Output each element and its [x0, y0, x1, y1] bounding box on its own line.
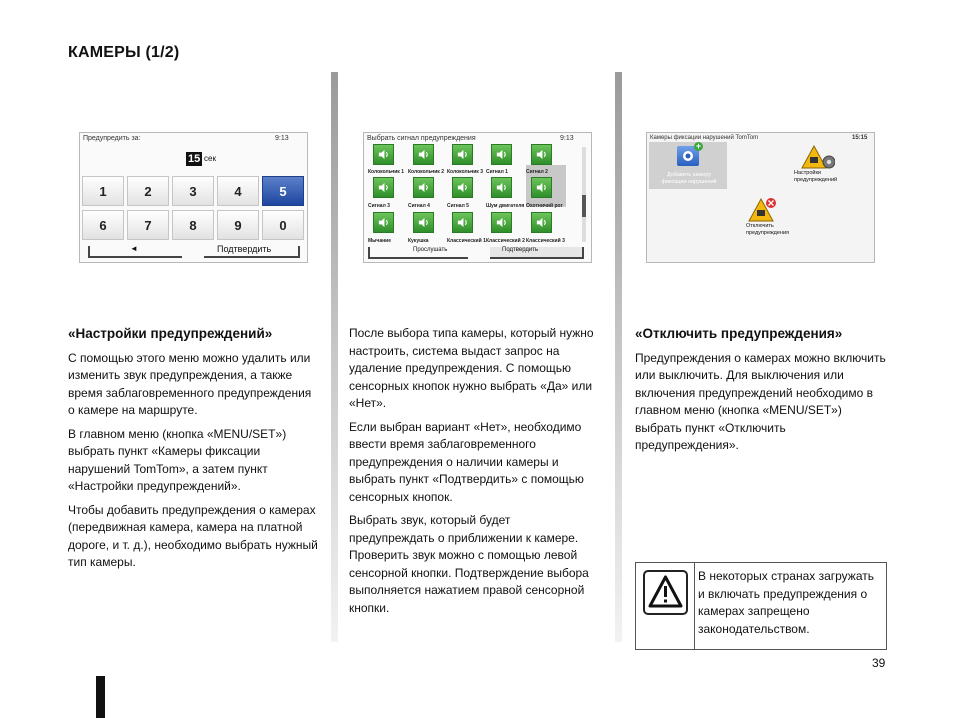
speaker-icon [377, 181, 390, 194]
confirm-button[interactable] [204, 246, 300, 258]
key-2[interactable]: 2 [127, 176, 169, 206]
back-button[interactable] [88, 246, 182, 258]
disable-alerts-label: Отключить предупреждения [746, 223, 790, 236]
column-1 [68, 325, 320, 578]
speaker-icon [456, 216, 469, 229]
sound-tile[interactable] [413, 144, 434, 165]
warning-text: В некоторых странах загружать и включать предупреждения о камерах запрещено законодательством. [698, 569, 874, 636]
sound-label: Сигнал 2 [526, 169, 548, 175]
speaker-icon [377, 216, 390, 229]
sound-label: Колокольчик 3 [447, 169, 483, 175]
back-arrow-icon: ◄ [130, 244, 138, 253]
sound-tile[interactable] [373, 177, 394, 198]
paragraph: Если выбран вариант «Нет», необходимо ввести время заблаговременного предупреждения о наличии камеры и выбрать пункт «Подтвердить» с помощью сенсорных кнопок. [349, 419, 584, 504]
column-divider [615, 72, 622, 642]
sound-tile[interactable] [491, 212, 512, 233]
sound-tile[interactable] [531, 212, 552, 233]
column-3 [635, 325, 887, 461]
speaker-icon [417, 216, 430, 229]
sound-label: Сигнал 3 [368, 203, 390, 209]
key-6[interactable]: 6 [82, 210, 124, 240]
paragraph: Предупреждения о камерах можно включить или выключить. Для выключения или включения предупреждений необходимо в главном меню (кнопка «MENU/SET») выбрать пункт «Отключить предупреждения». [635, 350, 886, 452]
sound-label: Сигнал 1 [486, 169, 508, 175]
add-camera-label: Добавить камеру фиксации нарушений [661, 172, 717, 185]
camera-icon [677, 141, 702, 166]
speaker-icon [495, 216, 508, 229]
sound-label: Классический 2 [486, 238, 525, 244]
screen-header-label: Выбрать сигнал предупреждения [367, 135, 476, 142]
confirm-label: Подтвердить [502, 247, 539, 253]
page-title: КАМЕРЫ (1/2) [68, 44, 180, 61]
warning-text-cell [694, 563, 885, 649]
confirm-button[interactable] [490, 247, 584, 259]
sound-tile[interactable] [491, 177, 512, 198]
sound-label: Классический 3 [526, 238, 565, 244]
sound-label: Сигнал 5 [447, 203, 469, 209]
sound-tile[interactable] [373, 144, 394, 165]
key-8[interactable]: 8 [172, 210, 214, 240]
paragraph: Чтобы добавить предупреждения о камерах (передвижная камера, камера на платной дороге, и т. д.), необходимо выбрать нужный тип камеры. [68, 502, 318, 569]
sound-label: Сигнал 4 [408, 203, 430, 209]
column-divider [331, 72, 338, 642]
sound-label: Мычание [368, 238, 391, 244]
key-5[interactable]: 5 [262, 176, 304, 206]
key-0[interactable]: 0 [262, 210, 304, 240]
speaker-icon [417, 148, 430, 161]
screen-time: 15:15 [852, 135, 868, 141]
speaker-icon [377, 148, 390, 161]
paragraph: После выбора типа камеры, который нужно настроить, система выдаст запрос на удаление предупреждения. С помощью сенсорных кнопок нужно выбрать «Да» или «Нет». [349, 326, 594, 410]
sound-label: Охотничий рог [526, 203, 563, 209]
sound-label: Шум двигателя [486, 203, 525, 209]
warning-box [635, 562, 887, 650]
paragraph: В главном меню (кнопка «MENU/SET») выбрать пункт «Камеры фиксации нарушений TomTom», а затем пункт «Настройки предупреждений». [68, 426, 287, 493]
paragraph: Выбрать звук, который будет предупреждать о приближении к камере. Проверить звук можно с помощью левой сенсорной кнопки. Подтверждение выбора выполняется нажатием правой сенсорной кнопки. [349, 513, 589, 615]
sound-tile[interactable] [531, 177, 552, 198]
speaker-icon [535, 181, 548, 194]
screen-header-label: Предупредить за: [83, 135, 141, 142]
speaker-icon [495, 181, 508, 194]
paragraph: С помощью этого меню можно удалить или изменить звук предупреждения, а также время заблаговременного предупреждения о камере на маршруте. [68, 350, 312, 417]
screen-header-label: Камеры фиксации нарушений TomTom [650, 135, 759, 141]
sound-label: Колокольчик 1 [368, 169, 404, 175]
listen-label: Прослушать [413, 247, 448, 253]
key-4[interactable]: 4 [217, 176, 259, 206]
speaker-icon [456, 148, 469, 161]
scrollbar-thumb[interactable] [582, 195, 586, 217]
alert-settings-label: Настройки предупреждений [794, 170, 838, 183]
add-icon: + [695, 141, 702, 151]
disable-alerts-icon[interactable] [748, 197, 774, 221]
sound-tile[interactable] [413, 177, 434, 198]
column-2 [349, 325, 597, 623]
page-edge-marker [96, 676, 105, 718]
section-heading: «Отключить предупреждения» [635, 326, 843, 341]
time-unit: сек [204, 154, 216, 163]
screen-time: 9:13 [275, 135, 289, 142]
confirm-label: Подтвердить [217, 244, 272, 254]
scrollbar[interactable] [582, 147, 586, 242]
speaker-icon [417, 181, 430, 194]
page-number: 39 [872, 656, 886, 670]
screen-warning-time [79, 132, 308, 263]
screen-sound-select [363, 132, 592, 263]
sound-label: Колокольчик 2 [408, 169, 444, 175]
sound-tile[interactable] [452, 177, 473, 198]
key-3[interactable]: 3 [172, 176, 214, 206]
sound-tile[interactable] [531, 144, 552, 165]
key-7[interactable]: 7 [127, 210, 169, 240]
sound-tile[interactable] [491, 144, 512, 165]
sound-tile[interactable] [413, 212, 434, 233]
speaker-icon [456, 181, 469, 194]
speaker-icon [535, 216, 548, 229]
alert-settings-icon[interactable] [801, 145, 827, 169]
key-9[interactable]: 9 [217, 210, 259, 240]
speaker-icon [495, 148, 508, 161]
add-camera-item[interactable] [649, 142, 727, 189]
sound-tile[interactable] [373, 212, 394, 233]
key-1[interactable]: 1 [82, 176, 124, 206]
warning-icon [643, 570, 688, 615]
speaker-icon [535, 148, 548, 161]
section-heading: «Настройки предупреждений» [68, 326, 273, 341]
sound-label: Кукушка [408, 238, 429, 244]
sound-label: Классический 1 [447, 238, 486, 244]
sound-tile[interactable] [452, 144, 473, 165]
listen-button[interactable] [368, 247, 468, 259]
screen-time: 9:13 [560, 135, 574, 142]
time-value: 15 [188, 153, 201, 165]
screen-camera-menu [646, 132, 875, 263]
sound-tile[interactable] [452, 212, 473, 233]
